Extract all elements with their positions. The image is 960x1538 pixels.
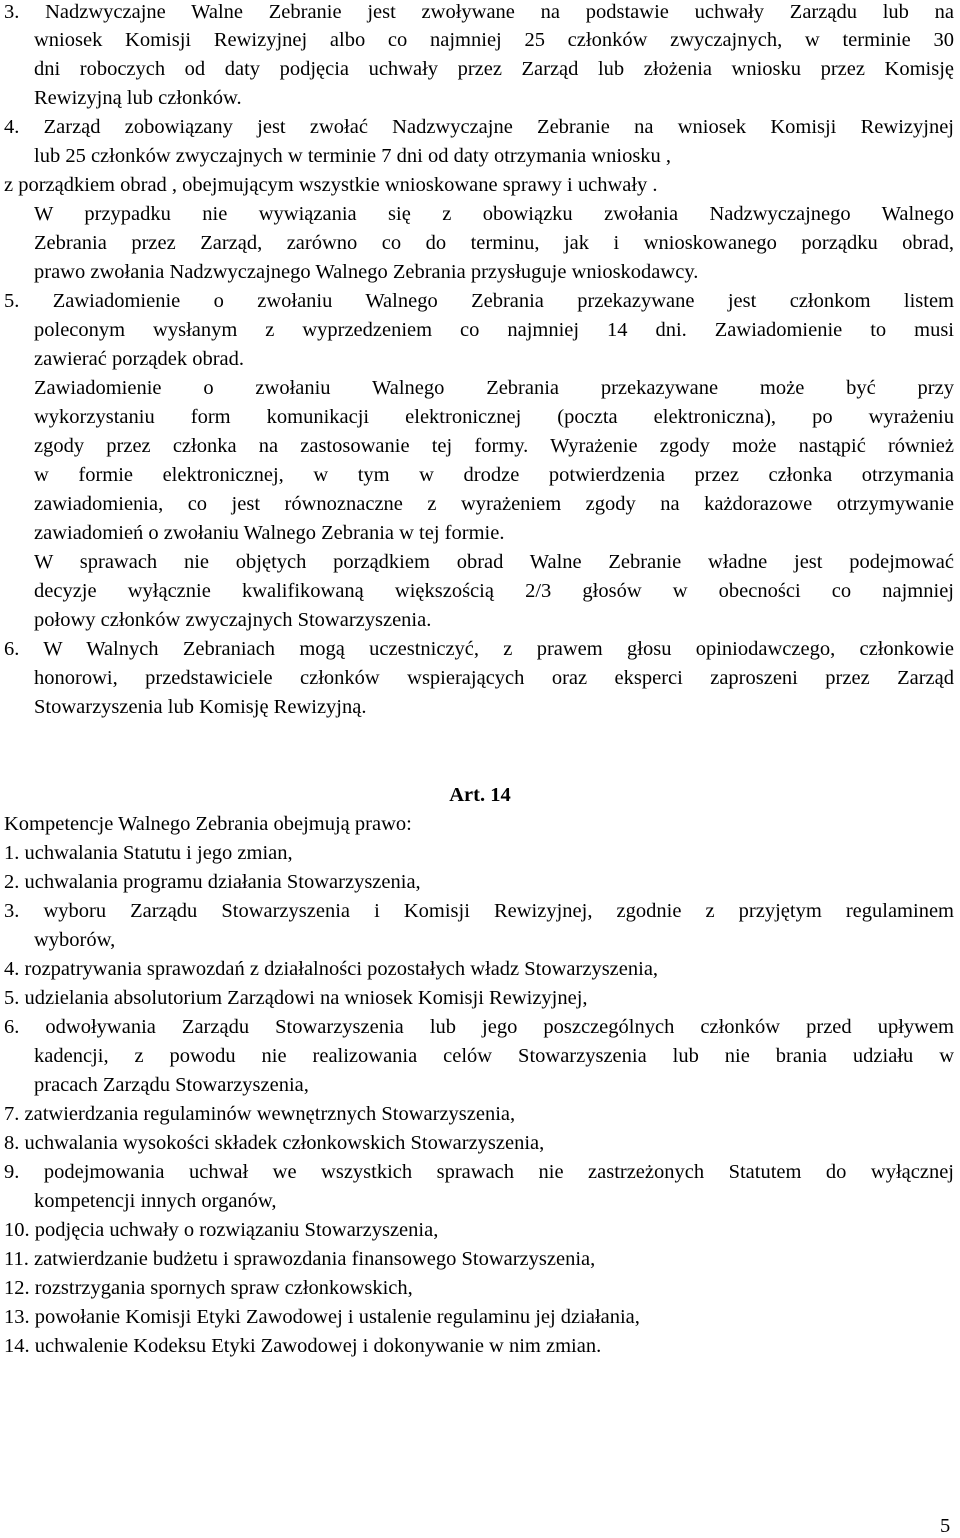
list-item-3-line-1: 3. wyboru Zarządu Stowarzyszenia i Komisji Rewizyjnej, zgodnie z przyjętym regulaminem xyxy=(4,900,954,922)
list-item-9-line-1: 9. podejmowania uchwał we wszystkich sprawach nie zastrzeżonych Statutem do wyłącznej xyxy=(4,1161,954,1183)
list-item-7: 7. zatwierdzania regulaminów wewnętrznych Stowarzyszenia, xyxy=(4,1103,516,1125)
paragraph-5-line-1: 5. Zawiadomienie o zwołaniu Walnego Zebrania przekazywane jest członkom listem xyxy=(4,290,954,312)
paragraph-4-line-2: lub 25 członków zwyczajnych w terminie 7 dni od daty otrzymania wniosku , xyxy=(34,145,672,167)
paragraph-3-line-4: Rewizyjną lub członków. xyxy=(34,87,242,109)
paragraph-5-line-10: W sprawach nie objętych porządkiem obrad Walne Zebranie władne jest podejmować xyxy=(34,551,954,573)
list-item-11: 11. zatwierdzanie budżetu i sprawozdania finansowego Stowarzyszenia, xyxy=(4,1248,596,1270)
list-item-14: 14. uchwalenie Kodeksu Etyki Zawodowej i dokonywanie w nim zmian. xyxy=(4,1335,602,1357)
paragraph-3-line-2: wniosek Komisji Rewizyjnej albo co najmniej 25 członków zwyczajnych, w terminie 30 xyxy=(34,29,954,51)
list-item-6-line-2: kadencji, z powodu nie realizowania celów Stowarzyszenia lub nie brania udziału w xyxy=(34,1045,954,1067)
list-item-5: 5. udzielania absolutorium Zarządowi na wniosek Komisji Rewizyjnej, xyxy=(4,987,588,1009)
paragraph-6-line-1: 6. W Walnych Zebraniach mogą uczestniczyć, z prawem głosu opiniodawczego, członkowie xyxy=(4,638,954,660)
paragraph-4-line-5: Zebrania przez Zarząd, zarówno co do terminu, jak i wnioskowanego porządku obrad, xyxy=(34,232,954,254)
list-item-13: 13. powołanie Komisji Etyki Zawodowej i ustalenie regulaminu jej działania, xyxy=(4,1306,640,1328)
paragraph-5-line-8: zawiadomienia, co jest równoznaczne z wyrażeniem zgody na każdorazowe otrzymywanie xyxy=(34,493,954,515)
list-item-2: 2. uchwalania programu działania Stowarzyszenia, xyxy=(4,871,421,893)
article-heading: Art. 14 xyxy=(449,784,511,806)
paragraph-4-line-4: W przypadku nie wywiązania się z obowiązku zwołania Nadzwyczajnego Walnego xyxy=(34,203,954,225)
list-item-6-line-3: pracach Zarządu Stowarzyszenia, xyxy=(34,1074,309,1096)
list-item-10: 10. podjęcia uchwały o rozwiązaniu Stowarzyszenia, xyxy=(4,1219,439,1241)
paragraph-3-line-3: dni roboczych od daty podjęcia uchwały przez Zarząd lub złożenia wniosku przez Komisję xyxy=(34,58,954,80)
paragraph-4-line-3: z porządkiem obrad , obejmującym wszystkie wnioskowane sprawy i uchwały . xyxy=(4,174,658,196)
page-number: 5 xyxy=(940,1515,951,1537)
paragraph-5-line-6: zgody przez członka na zastosowanie tej formy. Wyrażenie zgody może nastąpić również xyxy=(34,435,954,457)
paragraph-6-line-2: honorowi, przedstawiciele członków wspierających oraz eksperci zaproszeni przez Zarząd xyxy=(34,667,954,689)
paragraph-6-line-3: Stowarzyszenia lub Komisję Rewizyjną. xyxy=(34,696,367,718)
list-item-1: 1. uchwalania Statutu i jego zmian, xyxy=(4,842,293,864)
list-item-3-line-2: wyborów, xyxy=(34,929,116,951)
paragraph-5-line-3: zawierać porządek obrad. xyxy=(34,348,244,370)
paragraph-5-line-11: decyzje wyłącznie kwalifikowaną większością 2/3 głosów w obecności co najmniej xyxy=(34,580,954,602)
paragraph-5-line-2: poleconym wysłanym z wyprzedzeniem co najmniej 14 dni. Zawiadomienie to musi xyxy=(34,319,954,341)
article-intro: Kompetencje Walnego Zebrania obejmują prawo: xyxy=(4,813,412,835)
paragraph-5-line-5: wykorzystaniu form komunikacji elektronicznej (poczta elektroniczna), po wyrażeniu xyxy=(34,406,954,428)
paragraph-5-line-7: w formie elektronicznej, w tym w drodze potwierdzenia przez członka otrzymania xyxy=(34,464,954,486)
list-item-6-line-1: 6. odwoływania Zarządu Stowarzyszenia lub jego poszczególnych członków przed upływem xyxy=(4,1016,954,1038)
paragraph-5-line-12: połowy członków zwyczajnych Stowarzyszenia. xyxy=(34,609,432,631)
paragraph-5-line-9: zawiadomień o zwołaniu Walnego Zebrania w tej formie. xyxy=(34,522,505,544)
paragraph-4-line-6: prawo zwołania Nadzwyczajnego Walnego Zebrania przysługuje wnioskodawcy. xyxy=(34,261,699,283)
list-item-12: 12. rozstrzygania spornych spraw członkowskich, xyxy=(4,1277,413,1299)
paragraph-4-line-1: 4. Zarząd zobowiązany jest zwołać Nadzwyczajne Zebranie na wniosek Komisji Rewizyjnej xyxy=(4,116,954,138)
list-item-8: 8. uchwalania wysokości składek członkowskich Stowarzyszenia, xyxy=(4,1132,545,1154)
paragraph-5-line-4: Zawiadomienie o zwołaniu Walnego Zebrania przekazywane może być przy xyxy=(34,377,954,399)
list-item-9-line-2: kompetencji innych organów, xyxy=(34,1190,277,1212)
paragraph-3-line-1: 3. Nadzwyczajne Walne Zebranie jest zwoływane na podstawie uchwały Zarządu lub na xyxy=(4,1,954,23)
list-item-4: 4. rozpatrywania sprawozdań z działalności pozostałych władz Stowarzyszenia, xyxy=(4,958,659,980)
